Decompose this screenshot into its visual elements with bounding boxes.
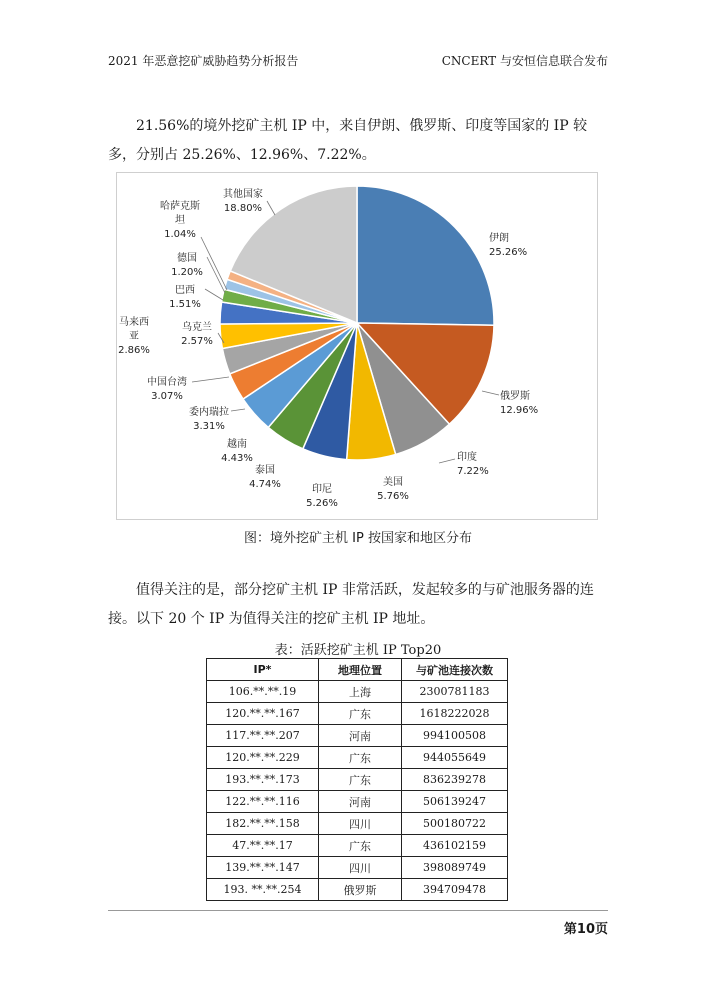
cell-location: 广东 — [319, 835, 402, 857]
cell-location: 河南 — [319, 791, 402, 813]
header-location: 地理位置 — [319, 659, 402, 681]
pie-slice-0 — [357, 186, 494, 325]
pie-label-6: 越南 4.43% — [221, 439, 253, 464]
cell-location: 广东 — [319, 703, 402, 725]
cell-connections: 1618222028 — [402, 703, 508, 725]
pie-label-9: 马来西亚 2.86% — [118, 317, 150, 356]
cell-connections: 836239278 — [402, 769, 508, 791]
cell-connections: 944055649 — [402, 747, 508, 769]
header-ip: IP* — [207, 659, 319, 681]
pie-label-12: 德国 1.20% — [171, 253, 203, 278]
notice-paragraph — [108, 576, 608, 634]
cell-connections: 506139247 — [402, 791, 508, 813]
header-publisher: CNCERT 与安恒信息联合发布 — [441, 54, 608, 68]
cell-ip: 106.**.**.19 — [207, 681, 319, 703]
leader-line-13 — [201, 237, 227, 290]
table-row — [207, 879, 508, 901]
pie-chart-frame — [116, 172, 598, 520]
cell-ip: 182.**.**.158 — [207, 813, 319, 835]
table-header-row — [207, 659, 508, 681]
table-row — [207, 835, 508, 857]
table-row — [207, 747, 508, 769]
pie-label-14: 其他国家 18.80% — [223, 189, 263, 214]
cell-connections: 994100508 — [402, 725, 508, 747]
table-row — [207, 769, 508, 791]
pie-label-8: 中国台湾 3.07% — [147, 377, 187, 402]
page-number: 第10页 — [563, 922, 608, 937]
pie-label-11: 巴西 1.51% — [169, 285, 201, 310]
cell-ip: 47.**.**.17 — [207, 835, 319, 857]
header-connections: 与矿池连接次数 — [402, 659, 508, 681]
leader-line-12 — [207, 257, 225, 293]
page-header — [108, 52, 608, 68]
cell-location: 广东 — [319, 769, 402, 791]
cell-location: 俄罗斯 — [319, 879, 402, 901]
table-row — [207, 791, 508, 813]
ip-table — [206, 658, 508, 901]
cell-location: 广东 — [319, 747, 402, 769]
header-report-title: 2021 年恶意挖矿威胁趋势分析报告 — [108, 54, 299, 68]
intro-paragraph-text: 21.56%的境外挖矿主机 IP 中，来自伊朗、俄罗斯、印度等国家的 IP 较多，分别占 25.26%、12.96%、7.22%。 — [108, 118, 588, 163]
cell-location: 四川 — [319, 813, 402, 835]
footer-divider — [108, 910, 608, 911]
table-row — [207, 681, 508, 703]
leader-line-1 — [482, 391, 499, 395]
table-row — [207, 813, 508, 835]
cell-location: 上海 — [319, 681, 402, 703]
cell-ip: 139.**.**.147 — [207, 857, 319, 879]
leader-line-7 — [231, 409, 245, 411]
leader-line-8 — [192, 377, 229, 382]
pie-label-0: 伊朗 25.26% — [489, 233, 528, 258]
cell-connections: 436102159 — [402, 835, 508, 857]
cell-location: 四川 — [319, 857, 402, 879]
cell-ip: 122.**.**.116 — [207, 791, 319, 813]
leader-line-14 — [267, 201, 275, 215]
intro-paragraph — [108, 112, 608, 170]
pie-chart — [117, 173, 597, 519]
pie-label-3: 美国 5.76% — [377, 477, 409, 502]
pie-label-4: 印尼 5.26% — [306, 484, 338, 509]
pie-label-5: 泰国 4.74% — [249, 465, 281, 490]
cell-ip: 120.**.**.167 — [207, 703, 319, 725]
table-caption: 表：活跃挖矿主机 IP Top20 — [274, 643, 442, 658]
cell-connections: 2300781183 — [402, 681, 508, 703]
cell-ip: 193.**.**.173 — [207, 769, 319, 791]
table-row — [207, 857, 508, 879]
cell-connections: 500180722 — [402, 813, 508, 835]
leader-line-2 — [439, 459, 455, 463]
cell-connections: 394709478 — [402, 879, 508, 901]
pie-label-13: 哈萨克斯坦 1.04% — [160, 201, 200, 240]
table-row — [207, 703, 508, 725]
cell-ip: 120.**.**.229 — [207, 747, 319, 769]
pie-label-2: 印度 7.22% — [457, 452, 489, 477]
leader-line-11 — [205, 289, 223, 300]
cell-connections: 398089749 — [402, 857, 508, 879]
cell-location: 河南 — [319, 725, 402, 747]
table-row — [207, 725, 508, 747]
cell-ip: 117.**.**.207 — [207, 725, 319, 747]
figure-caption: 图：境外挖矿主机 IP 按国家和地区分布 — [244, 531, 472, 546]
pie-label-10: 乌克兰 2.57% — [181, 322, 213, 347]
pie-label-1: 俄罗斯 12.96% — [500, 391, 539, 416]
cell-ip: 193. **.**.254 — [207, 879, 319, 901]
pie-label-7: 委内瑞拉 3.31% — [189, 407, 229, 432]
notice-paragraph-text: 值得关注的是，部分挖矿主机 IP 非常活跃，发起较多的与矿池服务器的连接。以下 20 个 IP 为值得关注的挖矿主机 IP 地址。 — [108, 582, 594, 627]
